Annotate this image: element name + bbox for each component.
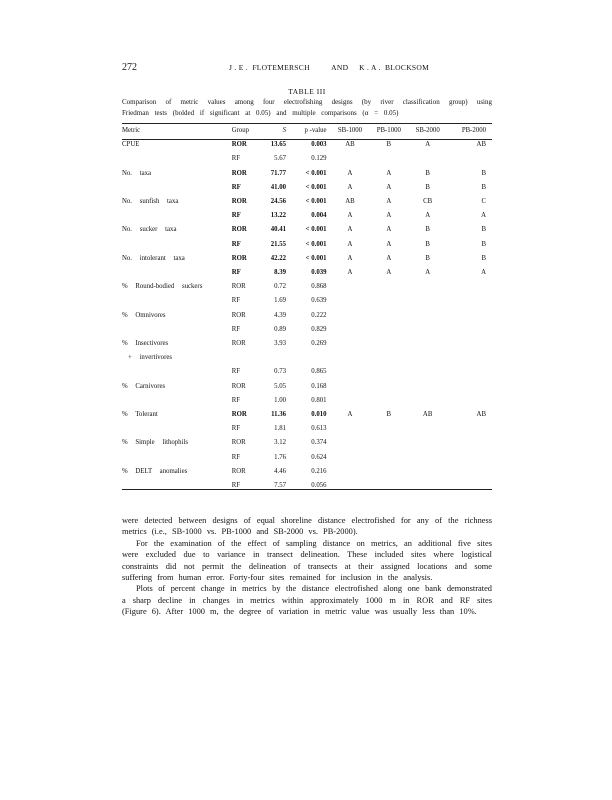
table-cell-p: 0.168 bbox=[311, 382, 327, 390]
table-cell-s: 41.00 bbox=[270, 183, 286, 191]
table-row bbox=[122, 394, 492, 408]
table-cell-pb1000 bbox=[369, 351, 408, 365]
table-cell-p: 0.829 bbox=[311, 325, 327, 333]
table-cell-p: 0.129 bbox=[311, 155, 327, 163]
table-cell-group: RF bbox=[231, 269, 241, 277]
table-cell-sb2000 bbox=[408, 465, 447, 479]
table-cell-p: 0.004 bbox=[311, 212, 327, 220]
table-cell-s: 40.41 bbox=[270, 226, 286, 234]
table-cell-sb2000 bbox=[408, 365, 447, 379]
table-cell-sb1000 bbox=[331, 152, 370, 166]
table-body bbox=[122, 138, 492, 493]
table-cell-metric: No. intolerant taxa bbox=[122, 254, 185, 262]
table-cell-sb2000 bbox=[408, 280, 447, 294]
table-row bbox=[122, 238, 492, 252]
paragraph: Plots of percent change in metrics by the distance electrofished along one bank demonstrated a sharp decline in changes in metrics within approximately 1000 m in ROR and RF sites (Figure 6). After 1000 m, the degree of variation in metric value was usually less than 10%. bbox=[122, 584, 492, 617]
table-cell-pb2000 bbox=[447, 152, 492, 166]
paragraph: were detected between designs of equal shoreline distance electrofished for any of the richness metrics (i.e., SB-1000 vs. PB-1000 and SB-2000 vs. PB-2000). bbox=[122, 516, 492, 537]
table-cell-sb2000: AB bbox=[422, 411, 433, 419]
table-header-row bbox=[122, 124, 492, 138]
table-row bbox=[122, 365, 492, 379]
table-cell-metric: No. sunfish taxa bbox=[122, 198, 179, 206]
table-cell-s: 5.05 bbox=[274, 382, 286, 390]
table-cell-s: 3.93 bbox=[274, 340, 286, 348]
table-cell-sb1000: A bbox=[347, 269, 353, 277]
table-cell-sb1000: A bbox=[347, 169, 353, 177]
table-cell-group: ROR bbox=[231, 311, 246, 319]
table-cell-group: ROR bbox=[231, 283, 246, 291]
table-cell-s: 21.55 bbox=[270, 240, 286, 248]
body-text bbox=[122, 515, 492, 618]
table-cell-pb1000 bbox=[369, 294, 408, 308]
column-header: Group bbox=[231, 127, 250, 134]
table-cell-pb1000: A bbox=[386, 212, 392, 220]
table-cell-s: 8.39 bbox=[274, 269, 286, 277]
results-table bbox=[122, 124, 492, 493]
table-cell-p: 0.216 bbox=[311, 467, 327, 475]
table-cell-sb1000 bbox=[331, 280, 370, 294]
table-cell-group: ROR bbox=[231, 198, 247, 206]
column-header: p -value bbox=[304, 127, 327, 134]
table-cell-pb1000: A bbox=[386, 169, 392, 177]
table-cell-group: ROR bbox=[231, 226, 247, 234]
table-cell-pb1000: B bbox=[386, 141, 392, 149]
table-row bbox=[122, 422, 492, 436]
table-cell-pb1000 bbox=[369, 337, 408, 351]
table-cell-metric bbox=[122, 422, 232, 436]
table-row bbox=[122, 266, 492, 280]
table-cell-sb1000 bbox=[331, 465, 370, 479]
table-cell-sb2000 bbox=[408, 309, 447, 323]
table-cell-p: < 0.001 bbox=[305, 254, 327, 262]
table-row bbox=[122, 465, 492, 479]
table-cell-group: ROR bbox=[231, 340, 246, 348]
table-cell-sb2000 bbox=[408, 380, 447, 394]
table-cell-pb2000 bbox=[447, 479, 492, 493]
table-cell-group: RF bbox=[231, 396, 241, 404]
table-cell-s: 1.81 bbox=[274, 425, 286, 433]
table-cell-s: 5.67 bbox=[274, 155, 286, 163]
table-cell-s: 7.57 bbox=[274, 482, 286, 490]
table-cell-pb2000: B bbox=[481, 183, 486, 191]
table-caption bbox=[122, 97, 492, 119]
table-cell-group: RF bbox=[231, 325, 241, 333]
table-cell-metric bbox=[122, 209, 232, 223]
table-cell-pb2000 bbox=[447, 337, 492, 351]
table-cell-sb1000 bbox=[331, 479, 370, 493]
table-cell-pb1000 bbox=[369, 465, 408, 479]
table-cell-metric bbox=[122, 323, 232, 337]
table-cell-pb1000: A bbox=[386, 226, 392, 234]
table-cell-metric bbox=[122, 238, 232, 252]
table-cell-group: RF bbox=[231, 240, 241, 248]
table-cell-pb1000 bbox=[369, 365, 408, 379]
table-cell-pb2000 bbox=[447, 280, 492, 294]
table-cell-pb2000 bbox=[447, 365, 492, 379]
table-cell-s: 13.65 bbox=[270, 141, 286, 149]
table-cell-group: ROR bbox=[231, 141, 247, 149]
table-cell-metric: CPUE bbox=[122, 141, 140, 149]
table-cell-metric bbox=[122, 294, 232, 308]
table-row bbox=[122, 280, 492, 294]
table-cell-s: 0.72 bbox=[274, 283, 286, 291]
table-cell-sb1000 bbox=[331, 337, 370, 351]
table-cell-pb1000 bbox=[369, 422, 408, 436]
page-number: 272 bbox=[122, 62, 137, 73]
table-cell-metric bbox=[122, 266, 232, 280]
table-cell-s: 1.00 bbox=[274, 396, 286, 404]
table-cell-pb2000 bbox=[447, 451, 492, 465]
table-cell-sb2000: A bbox=[425, 141, 431, 149]
table-cell-sb2000 bbox=[408, 337, 447, 351]
table-cell-s: 4.39 bbox=[274, 311, 286, 319]
table-cell-sb1000 bbox=[331, 380, 370, 394]
table-cell-pb2000 bbox=[447, 294, 492, 308]
table-cell-sb2000 bbox=[408, 479, 447, 493]
table-row bbox=[122, 152, 492, 166]
table-cell-pb2000 bbox=[447, 380, 492, 394]
table-cell-p: < 0.001 bbox=[305, 240, 327, 248]
column-header: PB-1000 bbox=[376, 127, 401, 134]
table-cell-sb2000: B bbox=[425, 183, 430, 191]
table-cell-sb1000: A bbox=[347, 212, 353, 220]
table-cell-sb2000: B bbox=[425, 169, 430, 177]
table-row bbox=[122, 337, 492, 351]
table-row bbox=[122, 223, 492, 237]
table-cell-pb2000 bbox=[447, 436, 492, 450]
table-cell-sb1000 bbox=[331, 365, 370, 379]
table-cell-p: < 0.001 bbox=[305, 183, 327, 191]
table-cell-pb1000 bbox=[369, 451, 408, 465]
table-cell-sb1000: AB bbox=[345, 141, 355, 149]
table-cell-s: 42.22 bbox=[270, 254, 286, 262]
table-cell-group: ROR bbox=[231, 382, 246, 390]
table-cell-pb2000 bbox=[447, 309, 492, 323]
table-cell-sb2000: CB bbox=[423, 198, 433, 206]
table-cell-pb2000: AB bbox=[476, 141, 486, 149]
table-row bbox=[122, 408, 492, 422]
table-cell-sb1000 bbox=[331, 451, 370, 465]
column-header: S bbox=[282, 127, 286, 134]
table-cell-pb2000: C bbox=[481, 198, 486, 206]
table-cell-sb1000: AB bbox=[345, 198, 355, 206]
table-cell-pb2000 bbox=[447, 465, 492, 479]
table-cell-pb1000 bbox=[369, 152, 408, 166]
table-cell-group: RF bbox=[231, 183, 241, 191]
table-cell-metric: % Tolerant bbox=[122, 411, 158, 419]
table-cell-sb2000: A bbox=[425, 269, 431, 277]
table-cell-sb2000 bbox=[408, 394, 447, 408]
table-cell-p: 0.374 bbox=[311, 439, 327, 447]
table-cell-p: < 0.001 bbox=[305, 198, 327, 206]
table-cell-pb2000: B bbox=[481, 226, 486, 234]
table-cell-p: 0.624 bbox=[311, 453, 327, 461]
table-cell-sb1000 bbox=[331, 422, 370, 436]
table-cell-metric bbox=[122, 394, 232, 408]
table-cell-pb2000: B bbox=[481, 254, 486, 262]
table-cell-s: 0.73 bbox=[274, 368, 286, 376]
table-cell-pb1000: A bbox=[386, 183, 392, 191]
table-cell-sb2000: B bbox=[425, 240, 430, 248]
table-cell-metric bbox=[122, 152, 232, 166]
table-cell-metric bbox=[122, 451, 232, 465]
table-cell-p: 0.639 bbox=[311, 297, 327, 305]
table-cell-pb1000 bbox=[369, 436, 408, 450]
table-cell-group: RF bbox=[231, 453, 241, 461]
column-header: Metric bbox=[122, 127, 141, 134]
table-cell-p: 0.269 bbox=[311, 340, 327, 348]
table-cell-sb1000 bbox=[331, 394, 370, 408]
table-cell-s: 1.69 bbox=[274, 297, 286, 305]
table-row bbox=[122, 309, 492, 323]
table-cell-pb1000: A bbox=[386, 240, 392, 248]
table-cell-pb1000: A bbox=[386, 269, 392, 277]
running-title: J . E . FLOTEMERSCH AND K . A . BLOCKSOM bbox=[229, 63, 430, 72]
table-cell-metric: No. sucker taxa bbox=[122, 226, 177, 234]
table-cell-sb2000: B bbox=[425, 254, 430, 262]
table-row bbox=[122, 167, 492, 181]
table-cell-p: 0.613 bbox=[311, 425, 327, 433]
table-cell-sb1000: A bbox=[347, 240, 353, 248]
table-cell-sb2000 bbox=[408, 436, 447, 450]
table-cell-sb2000: A bbox=[425, 212, 431, 220]
table-cell-group bbox=[232, 351, 261, 365]
table-cell-sb2000 bbox=[408, 351, 447, 365]
table-row bbox=[122, 479, 492, 493]
table-cell-group: ROR bbox=[231, 467, 246, 475]
table-cell-s: 24.56 bbox=[270, 198, 286, 206]
column-header: SB-2000 bbox=[415, 127, 440, 134]
table-row bbox=[122, 294, 492, 308]
table-cell-pb2000 bbox=[447, 351, 492, 365]
table-cell-sb1000: A bbox=[347, 183, 353, 191]
table-cell-sb1000 bbox=[331, 294, 370, 308]
table-cell-pb1000 bbox=[369, 280, 408, 294]
table-cell-pb2000: A bbox=[481, 269, 486, 277]
table-cell-group: RF bbox=[231, 368, 241, 376]
table-cell-pb1000 bbox=[369, 309, 408, 323]
table-row bbox=[122, 351, 492, 365]
table-cell-s: 13.22 bbox=[270, 212, 286, 220]
table-cell-pb1000: A bbox=[386, 198, 392, 206]
table-cell-pb2000: B bbox=[481, 169, 486, 177]
table-row bbox=[122, 195, 492, 209]
table-cell-s: 4.46 bbox=[274, 467, 286, 475]
table-row bbox=[122, 181, 492, 195]
table-cell-group: RF bbox=[231, 297, 241, 305]
table-cell-s: 71.77 bbox=[270, 169, 286, 177]
table-cell-sb2000 bbox=[408, 323, 447, 337]
table-cell-metric: % Insectivores bbox=[122, 340, 169, 348]
table-cell-group: RF bbox=[231, 155, 241, 163]
table-cell-p: 0.801 bbox=[311, 396, 327, 404]
table-cell-sb2000: B bbox=[425, 226, 430, 234]
table-cell-pb1000 bbox=[369, 394, 408, 408]
table-cell-sb2000 bbox=[408, 294, 447, 308]
column-header: PB-2000 bbox=[461, 127, 486, 134]
table-row bbox=[122, 209, 492, 223]
table-cell-s bbox=[261, 351, 286, 365]
table-cell-pb2000: A bbox=[481, 212, 486, 220]
table-cell-p: 0.865 bbox=[311, 368, 327, 376]
table-row bbox=[122, 436, 492, 450]
table-cell-p: 0.039 bbox=[311, 269, 327, 277]
table-row bbox=[122, 323, 492, 337]
caption-line-1: Comparison of metric values among four electrofishing designs (by river classification group) using bbox=[122, 98, 492, 106]
table-row bbox=[122, 252, 492, 266]
table-row bbox=[122, 451, 492, 465]
table-cell-group: RF bbox=[231, 425, 241, 433]
table-cell-pb1000 bbox=[369, 323, 408, 337]
table-cell-pb1000 bbox=[369, 380, 408, 394]
table-cell-sb1000 bbox=[331, 309, 370, 323]
table-cell-sb2000 bbox=[408, 451, 447, 465]
table-cell-metric bbox=[122, 365, 232, 379]
table-cell-p bbox=[286, 351, 331, 365]
table-cell-group: RF bbox=[231, 482, 241, 490]
table-cell-pb2000 bbox=[447, 394, 492, 408]
table-cell-sb2000 bbox=[408, 152, 447, 166]
paragraph: For the examination of the effect of sampling distance on metrics, an additional five sites were excluded due to variance in transect delineation. These included sites where logistical constraints did not permit the delineation of transects at their assigned locations and some suffering from human error. Forty-four sites remained for inclusion in the analysis. bbox=[122, 538, 492, 583]
table-cell-sb1000 bbox=[331, 436, 370, 450]
table-cell-pb2000 bbox=[447, 422, 492, 436]
table-cell-metric bbox=[122, 479, 232, 493]
table-cell-s: 3.12 bbox=[274, 439, 286, 447]
table-cell-metric: No. taxa bbox=[122, 169, 152, 177]
table-cell-metric: % Omnivores bbox=[122, 311, 166, 319]
running-head bbox=[122, 62, 492, 74]
table-bottom-rule bbox=[122, 489, 492, 490]
table-cell-p: < 0.001 bbox=[305, 226, 327, 234]
table-cell-p: 0.003 bbox=[311, 141, 327, 149]
table-cell-sb1000 bbox=[331, 351, 370, 365]
table-cell-pb2000: AB bbox=[476, 411, 486, 419]
table-row bbox=[122, 138, 492, 152]
table-cell-metric: % Round-bodied suckers bbox=[122, 283, 203, 291]
caption-line-2: Friedman tests (bolded if significant at 0.05) and multiple comparisons (α = 0.05) bbox=[122, 109, 399, 117]
table-cell-s: 11.36 bbox=[271, 411, 286, 419]
table-cell-pb1000: B bbox=[386, 411, 392, 419]
table-cell-p: < 0.001 bbox=[305, 169, 327, 177]
table-cell-p: 0.222 bbox=[311, 311, 327, 319]
table-cell-pb2000 bbox=[447, 323, 492, 337]
table-title: TABLE III bbox=[288, 87, 326, 96]
table-cell-pb2000: B bbox=[481, 240, 486, 248]
table-cell-s: 0.89 bbox=[274, 325, 286, 333]
table-cell-metric: % Carnivores bbox=[122, 382, 166, 390]
table-cell-sb1000: A bbox=[347, 254, 353, 262]
table-cell-p: 0.868 bbox=[311, 283, 327, 291]
table-cell-sb1000: A bbox=[347, 411, 353, 419]
table-cell-s: 1.76 bbox=[274, 453, 286, 461]
table-cell-group: RF bbox=[231, 212, 241, 220]
table-cell-sb1000 bbox=[331, 323, 370, 337]
table-cell-metric: + invertivores bbox=[128, 354, 172, 362]
table-cell-group: ROR bbox=[231, 411, 247, 419]
table-cell-metric: % Simple lithophils bbox=[122, 439, 189, 447]
table-row bbox=[122, 380, 492, 394]
table-cell-p: 0.056 bbox=[311, 482, 327, 490]
table-cell-sb1000: A bbox=[347, 226, 353, 234]
column-header: SB-1000 bbox=[337, 127, 363, 134]
table-cell-pb1000 bbox=[369, 479, 408, 493]
table-cell-group: ROR bbox=[231, 254, 247, 262]
table-cell-group: ROR bbox=[231, 439, 246, 447]
table-cell-group: ROR bbox=[231, 169, 247, 177]
table-cell-sb2000 bbox=[408, 422, 447, 436]
table-cell-p: 0.010 bbox=[311, 411, 327, 419]
table-cell-metric bbox=[122, 181, 232, 195]
table-cell-metric: % DELT anomalies bbox=[122, 467, 188, 475]
table-cell-pb1000: A bbox=[386, 254, 392, 262]
